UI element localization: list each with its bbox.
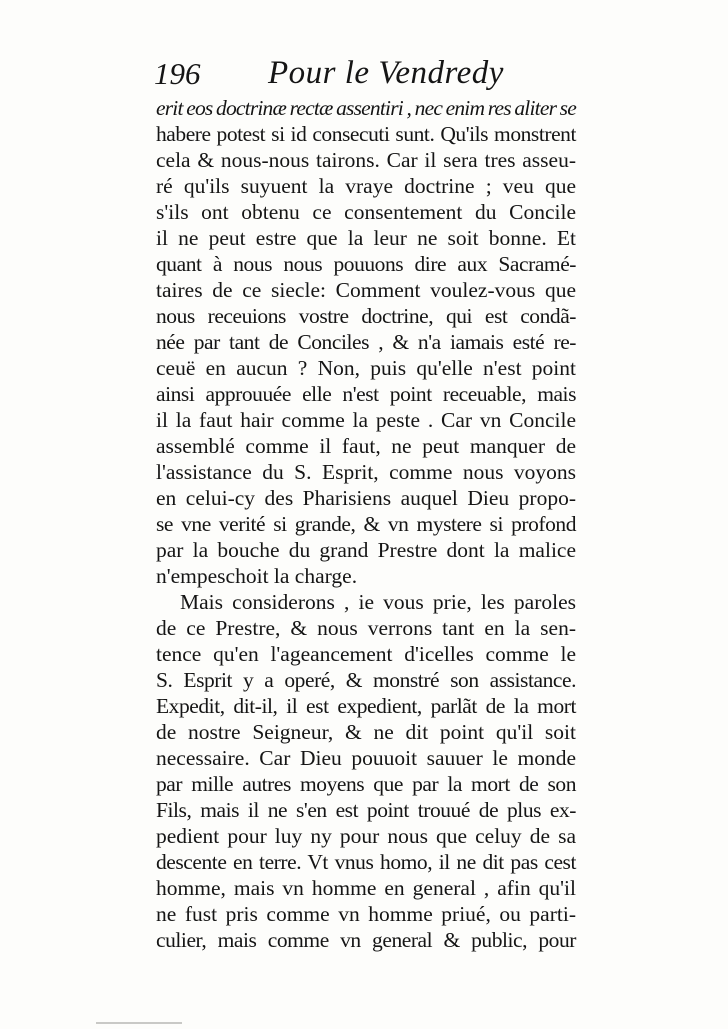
text-line: née par tant de Conciles , & n'a iamais esté re- [156, 330, 576, 354]
text-line: ainsi approuuée elle n'est point receuable, mais [156, 382, 576, 406]
text-line: n'empeschoit la charge. [156, 564, 358, 588]
text-line: quant à nous nous pouuons dire aux Sacramé- [156, 252, 576, 276]
text-line: culier, mais comme vn general & public, pour [156, 928, 576, 952]
page-number: 196 [154, 56, 201, 91]
text-line: se vne verité si grande, & vn mystere si profond [156, 512, 576, 536]
text-line: Fils, mais il ne s'en est point trouué de plus ex- [156, 798, 576, 822]
paragraph-start: Mais considerons , ie vous prie, les paroles [180, 590, 576, 614]
text-line: necessaire. Car Dieu pouuoit sauuer le monde [156, 746, 576, 770]
text-line: l'assistance du S. Esprit, comme nous voyons [156, 460, 576, 484]
text-line: ceuë en aucun ? Non, puis qu'elle n'est point [156, 356, 576, 380]
text-line: par la bouche du grand Prestre dont la malice [156, 538, 576, 562]
text-line: descente en terre. Vt vnus homo, il ne dit pas cest [156, 850, 576, 874]
page-header [150, 52, 580, 92]
text-line: tence qu'en l'ageancement d'icelles comme le [156, 642, 576, 666]
text-line: S. Esprit y a operé, & monstré son assistance. [156, 668, 576, 692]
text-line: erit eos doctrinæ rectæ assentiri , nec enim res aliter se [156, 96, 576, 120]
text-line: il la faut hair comme la peste . Car vn Concile [156, 408, 576, 432]
text-line: s'ils ont obtenu ce consentement du Concile [156, 200, 576, 224]
text-line: par mille autres moyens que par la mort de son [156, 772, 576, 796]
text-line: habere potest si id consecuti sunt. Qu'ils monstrent [156, 122, 576, 146]
text-line: Expedit, dit-il, il est expedient, parlãt de la mort [156, 694, 576, 718]
text-line: homme, mais vn homme en general , afin qu'il [156, 876, 576, 900]
page-edge-mark [96, 1022, 182, 1024]
text-line: ne fust pris comme vn homme priué, ou parti- [156, 902, 576, 926]
text-line: en celui-cy des Pharisiens auquel Dieu propo- [156, 486, 576, 510]
text-line: taires de ce siecle: Comment voulez-vous que [156, 278, 576, 302]
text-line: de ce Prestre, & nous verrons tant en la sen- [156, 616, 576, 640]
text-line: ré qu'ils suyuent la vraye doctrine ; veu que [156, 174, 576, 198]
text-line: de nostre Seigneur, & ne dit point qu'il soit [156, 720, 576, 744]
text-line: assemblé comme il faut, ne peut manquer de [156, 434, 576, 458]
text-line: cela & nous-nous tairons. Car il sera tres asseu- [156, 148, 576, 172]
text-line: nous receuions vostre doctrine, qui est condã- [156, 304, 576, 328]
running-head: Pour le Vendredy [268, 55, 504, 91]
text-line: il ne peut estre que la leur ne soit bonne. Et [156, 226, 576, 250]
text-line: pedient pour luy ny pour nous que celuy de sa [156, 824, 576, 848]
